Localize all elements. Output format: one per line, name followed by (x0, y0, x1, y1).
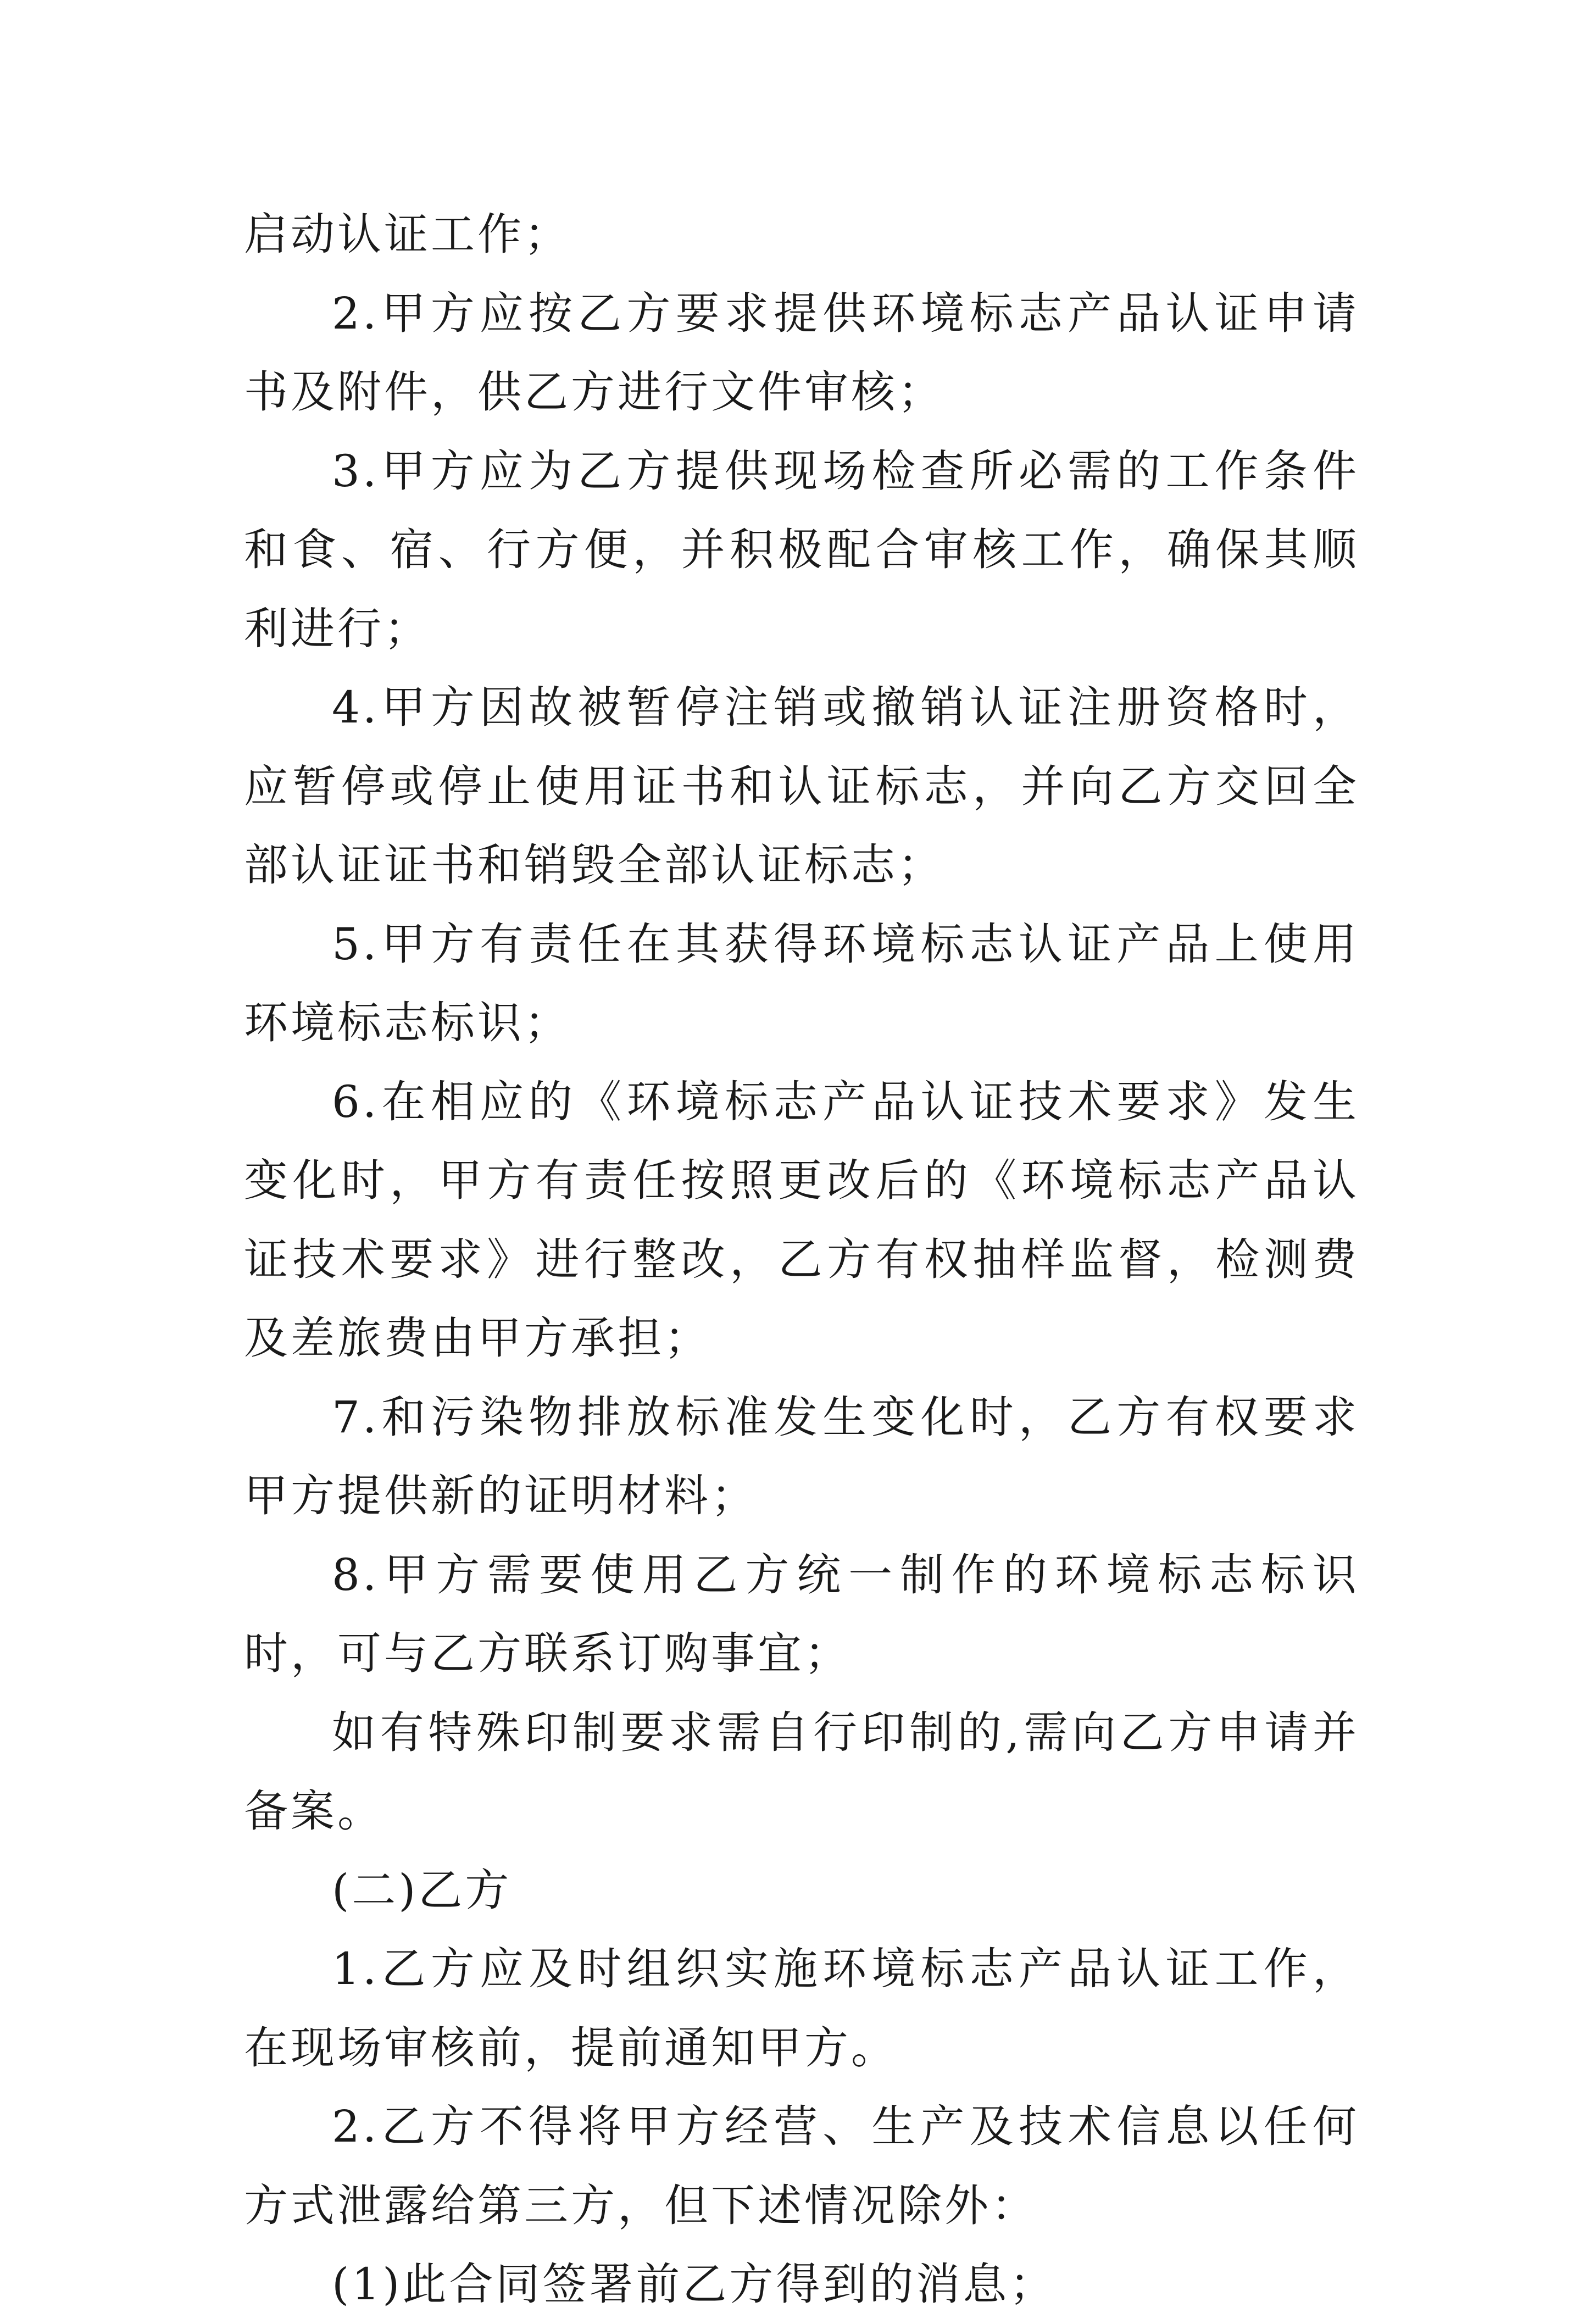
paragraph-item-2: 2.甲方应按乙方要求提供环境标志产品认证申请书及附件，供乙方进行文件审核； (244, 287, 1359, 418)
paragraph-special-printing: 如有特殊印制要求需自行印制的,需向乙方申请并备案。 (244, 1706, 1359, 1837)
paragraph-b-item-2: 2.乙方不得将甲方经营、生产及技术信息以任何方式泄露给第三方，但下述情况除外： (244, 2101, 1359, 2231)
paragraph-item-7: 7.和污染物排放标准发生变化时，乙方有权要求甲方提供新的证明材料； (244, 1391, 1359, 1521)
section-heading-party-b: (二)乙方 (332, 1864, 512, 1916)
paragraph-continuation: 启动认证工作； (244, 209, 571, 260)
paragraph-item-8: 8.甲方需要使用乙方统一制作的环境标志标识时，可与乙方联系订购事宜； (244, 1549, 1359, 1679)
paragraph-item-4: 4.甲方因故被暂停注销或撤销认证注册资格时，应暂停或停止使用证书和认证标志，并向乙方交回全部认证证书和销毁全部认证标志； (244, 682, 1359, 891)
paragraph-b-subitem-1: (1)此合同签署前乙方得到的消息； (332, 2259, 1057, 2310)
paragraph-item-3: 3.甲方应为乙方提供现场检查所必需的工作条件和食、宿、行方便，并积极配合审核工作，确保其顺利进行； (244, 445, 1359, 654)
paragraph-b-item-1: 1.乙方应及时组织实施环境标志产品认证工作，在现场审核前，提前通知甲方。 (244, 1943, 1359, 2073)
paragraph-item-5: 5.甲方有责任在其获得环境标志认证产品上使用环境标志标识； (244, 918, 1359, 1048)
document-body (244, 195, 1359, 2324)
paragraph-item-6: 6.在相应的《环境标志产品认证技术要求》发生变化时，甲方有责任按照更改后的《环境标志产品认证技术要求》进行整改，乙方有权抽样监督，检测费及差旅费由甲方承担； (244, 1076, 1359, 1364)
